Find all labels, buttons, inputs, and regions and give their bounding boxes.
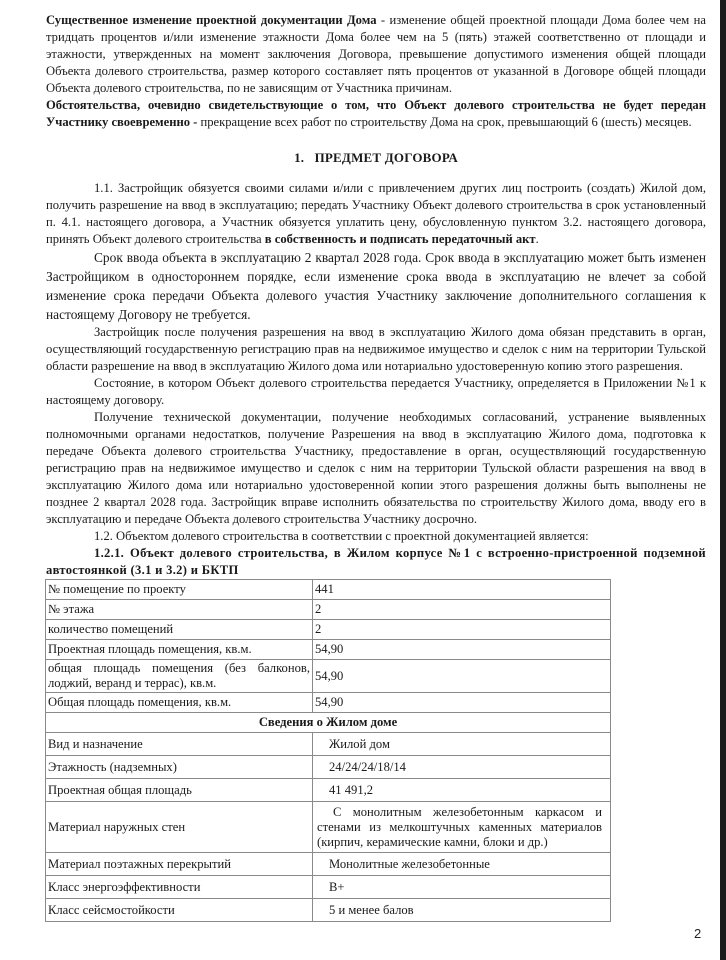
table-row xyxy=(46,660,611,693)
table-row xyxy=(46,693,611,713)
table-value: 5 и менее балов xyxy=(313,899,611,922)
page-number: 2 xyxy=(694,926,702,941)
table-row xyxy=(46,899,611,922)
table-label: Общая площадь помещения, кв.м. xyxy=(46,693,313,713)
table-row xyxy=(46,580,611,600)
section-title-text: ПРЕДМЕТ ДОГОВОРА xyxy=(314,150,458,165)
definition-late-delivery xyxy=(46,97,706,131)
table-label: Материал наружных стен xyxy=(46,802,313,853)
table-value: В+ xyxy=(313,876,611,899)
paragraph-docs: Получение технической документации, получение необходимых согласований, устранение выявленных полномочными органами недостатков, получение Разрешения на ввод в эксплуатацию Жилого дома, подготовка к передаче Объекта долевого строительства Участнику, предоставление в орган, осуществляющий государственную регистрацию прав на недвижимое имущество и сделок с ним на территории Тульской области разрешения на ввод в эксплуатацию Жилого дома или нотариально удостоверенной копии этого разрешения должны быть выполнены не позднее 2 квартал 2028 года. Застройщик вправе исполнить обязательства по строительству Жилого дома, вводу его в эксплуатацию и передаче Объекта долевого строительства Участнику досрочно. xyxy=(46,410,706,526)
table-value: Монолитные железобетонные xyxy=(313,853,611,876)
table-label: Класс сейсмостойкости xyxy=(46,899,313,922)
table-row xyxy=(46,640,611,660)
table-row xyxy=(46,756,611,779)
table-row xyxy=(46,620,611,640)
section-title xyxy=(46,149,706,166)
building-info-header: Сведения о Жилом доме xyxy=(46,713,611,733)
table-row xyxy=(46,779,611,802)
definition-text: прекращение всех работ по строительству Дома на срок, превышающий 6 (шесть) месяцев. xyxy=(197,115,692,129)
table-value: С монолитным железобетонным каркасом и стенами из мелкоштучных каменных материалов (кирпич, керамические камни, блоки и др.) xyxy=(313,802,611,853)
table-row xyxy=(46,600,611,620)
table-label: Класс энергоэффективности xyxy=(46,876,313,899)
table-row xyxy=(46,853,611,876)
table-value: 54,90 xyxy=(313,640,611,660)
table-row xyxy=(46,802,611,853)
dark-edge-strip xyxy=(720,0,726,960)
section-number: 1. xyxy=(294,150,305,165)
paragraph-1-2: 1.2. Объектом долевого строительства в соответствии с проектной документацией является: xyxy=(94,529,589,543)
table-value: 2 xyxy=(313,600,611,620)
unit-table xyxy=(45,579,611,733)
table-header-row xyxy=(46,713,611,733)
definition-text: - изменение общей проектной площади Дома более чем на тридцать процентов и/или изменение этажности Дома более чем на 5 (пять) этажей соответственно от площади и этажности, утвержденных на момент заключения Договора, превышение допустимого изменения общей площади Объекта долевого строительства, размер которого составляет пять процентов от указанной в Договоре общей площади Объекта долевого строительства, по не зависящим от Участника причинам. xyxy=(46,13,706,95)
table-value: 41 491,2 xyxy=(313,779,611,802)
definition-material-change xyxy=(46,12,706,97)
paragraph-condition: Состояние, в котором Объект долевого строительства передается Участнику, определяется в Приложении №1 к настоящему договору. xyxy=(46,376,706,407)
table-label: № помещение по проекту xyxy=(46,580,313,600)
definition-term: Обстоятельства, очевидно свидетельствующие о том, что Объект долевого строительства не будет передан Участнику своевременно - xyxy=(46,98,706,129)
table-value: 24/24/24/18/14 xyxy=(313,756,611,779)
table-label: Проектная площадь помещения, кв.м. xyxy=(46,640,313,660)
table-value: 2 xyxy=(313,620,611,640)
paragraph-bold-text: в собственность и подписать передаточный акт xyxy=(264,232,536,246)
paragraph-deadline: Срок ввода объекта в эксплуатацию 2 квартал 2028 года. Срок ввода в эксплуатацию может быть изменен Застройщиком в одностороннем порядке, если изменение срока ввода в эксплуатацию не влечет за собой изменение срока передачи Объекта долевого участия Участнику заключение дополнительного соглашения к настоящему Договору не требуется. xyxy=(46,250,706,322)
paragraph-text: 1.1. Застройщик обязуется своими силами и/или с привлечением других лиц построить (создать) Жилой дом, получить разрешение на ввод в эксплуатацию; передать Участнику Объект долевого строительства в срок установленный п. 4.1. настоящего договора, а Участник обязуется уплатить цену, обусловленную пунктом 3.2. настоящего договора, принять Объект долевого строительства xyxy=(46,181,706,246)
paragraph-1-2-1: 1.2.1. Объект долевого строительства, в Жилом корпусе №1 с встроенно-пристроенной подземной автостоянкой (3.1 и 3.2) и БКТП xyxy=(46,546,706,577)
table-label: Этажность (надземных) xyxy=(46,756,313,779)
table-value: 54,90 xyxy=(313,660,611,693)
definition-term: Существенное изменение проектной документации Дома xyxy=(46,13,377,27)
table-row xyxy=(46,876,611,899)
paragraph-1-1 xyxy=(46,180,706,248)
table-label: Материал поэтажных перекрытий xyxy=(46,853,313,876)
table-value: Жилой дом xyxy=(313,733,611,756)
table-label: количество помещений xyxy=(46,620,313,640)
table-row xyxy=(46,733,611,756)
paragraph-permit: Застройщик после получения разрешения на ввод в эксплуатацию Жилого дома обязан представить в орган, осуществляющий государственную регистрацию прав на недвижимое имущество и сделок с ним на территории Тульской области разрешение на ввод в эксплуатацию Жилого дома или нотариально удостоверенную копию этого разрешения. xyxy=(46,325,706,373)
table-label: № этажа xyxy=(46,600,313,620)
table-label: общая площадь помещения (без балконов, лоджий, веранд и террас), кв.м. xyxy=(46,660,313,693)
paragraph-end: . xyxy=(535,232,539,246)
table-value: 441 xyxy=(313,580,611,600)
table-label: Проектная общая площадь xyxy=(46,779,313,802)
table-label: Вид и назначение xyxy=(46,733,313,756)
document-page xyxy=(46,12,706,922)
building-table xyxy=(45,732,611,922)
table-value: 54,90 xyxy=(313,693,611,713)
